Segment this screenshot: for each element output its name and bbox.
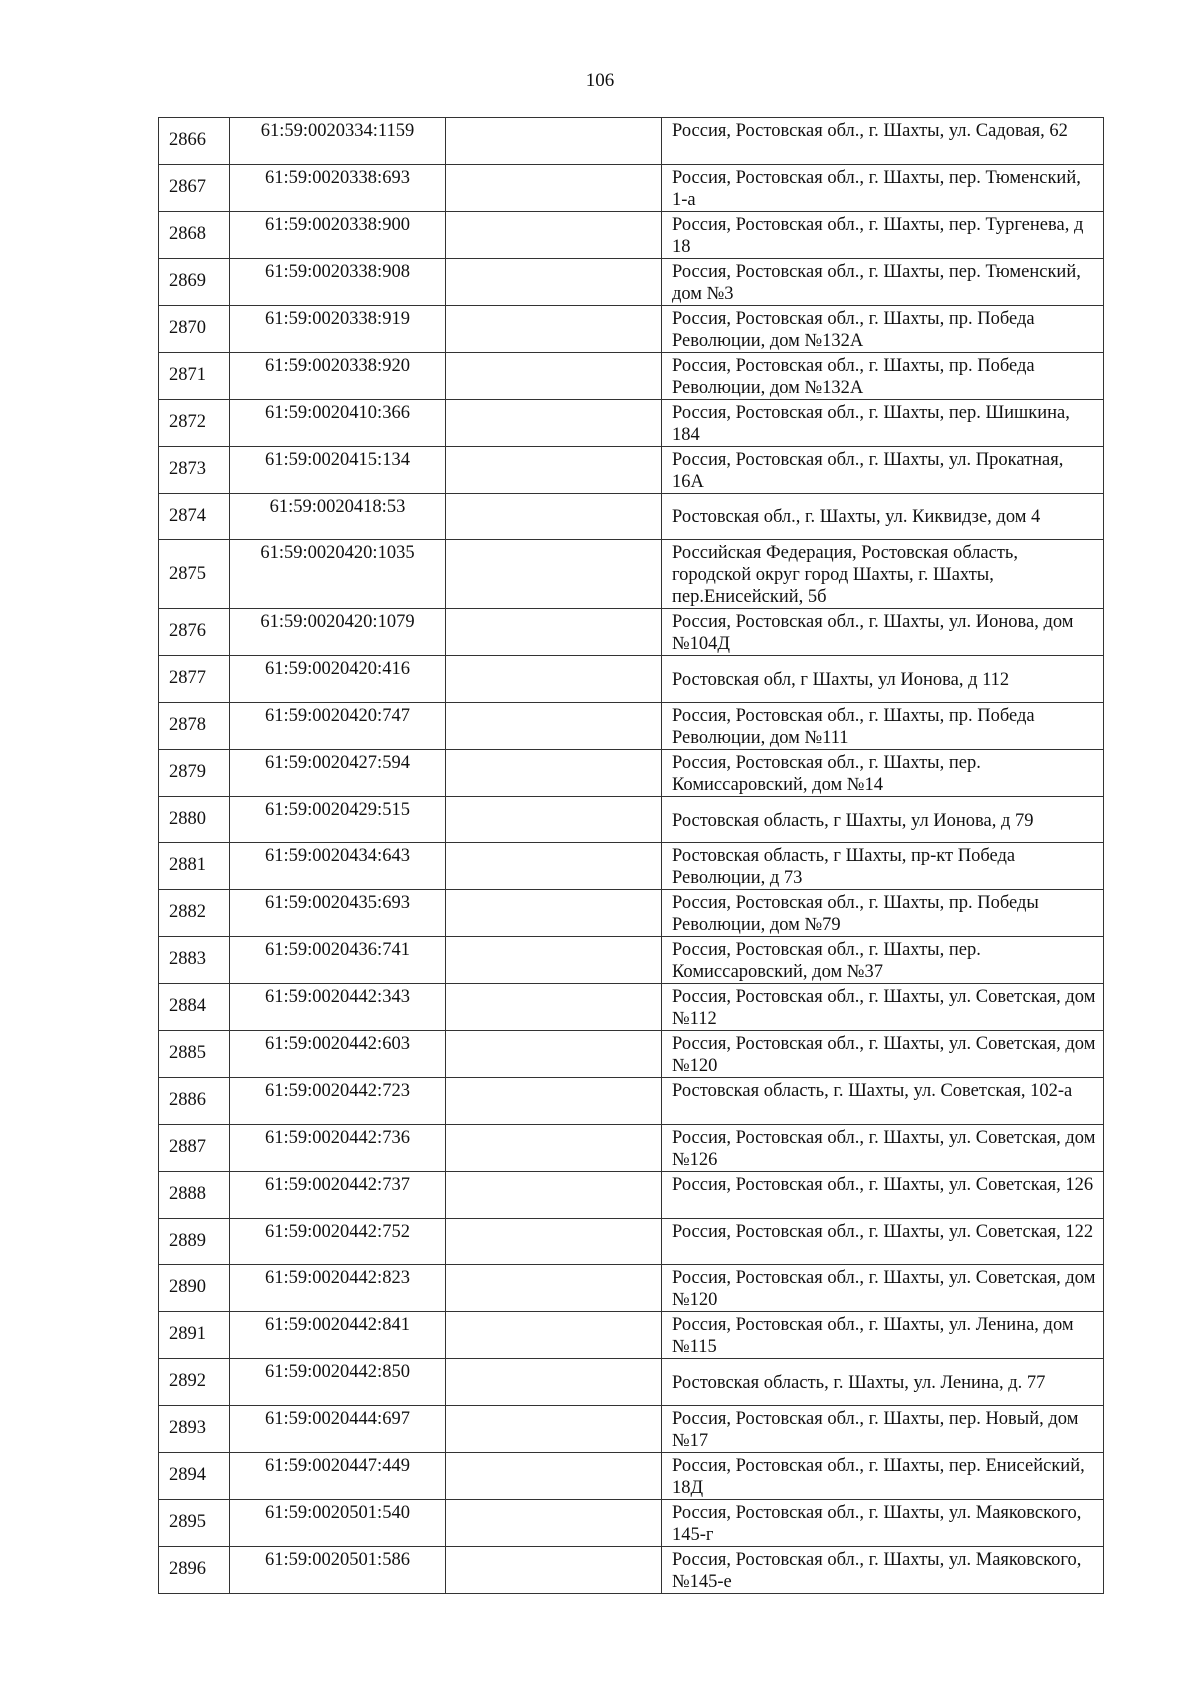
table-row <box>159 305 1104 352</box>
empty-cell <box>446 493 662 540</box>
address-cell: Россия, Ростовская обл., г. Шахты, пр. Победа Революции, дом №132А <box>662 352 1104 399</box>
row-number: 2894 <box>159 1452 230 1499</box>
empty-cell <box>446 1359 662 1406</box>
empty-cell <box>446 211 662 258</box>
empty-cell <box>446 352 662 399</box>
address-cell: Россия, Ростовская обл., г. Шахты, пер. Комиссаровский, дом №37 <box>662 937 1104 984</box>
cadastral-number: 61:59:0020442:343 <box>230 984 446 1031</box>
address-cell: Россия, Ростовская обл., г. Шахты, ул. Садовая, 62 <box>662 118 1104 165</box>
row-number: 2874 <box>159 493 230 540</box>
cadastral-number: 61:59:0020442:737 <box>230 1171 446 1218</box>
empty-cell <box>446 1218 662 1265</box>
empty-cell <box>446 399 662 446</box>
address-cell: Россия, Ростовская обл., г. Шахты, ул. Маяковского, №145-е <box>662 1546 1104 1593</box>
table-row <box>159 352 1104 399</box>
empty-cell <box>446 164 662 211</box>
address-cell: Россия, Ростовская обл., г. Шахты, пер. Шишкина, 184 <box>662 399 1104 446</box>
table-row <box>159 1031 1104 1078</box>
table-row <box>159 1218 1104 1265</box>
row-number: 2876 <box>159 609 230 656</box>
address-cell: Россия, Ростовская обл., г. Шахты, пр. Победы Революции, дом №79 <box>662 890 1104 937</box>
cadastral-number: 61:59:0020501:540 <box>230 1499 446 1546</box>
row-number: 2877 <box>159 656 230 703</box>
table-row <box>159 399 1104 446</box>
cadastral-number: 61:59:0020442:736 <box>230 1124 446 1171</box>
table-row <box>159 843 1104 890</box>
empty-cell <box>446 1031 662 1078</box>
address-cell: Ростовская обл., г. Шахты, ул. Киквидзе, дом 4 <box>662 493 1104 540</box>
row-number: 2887 <box>159 1124 230 1171</box>
table-row <box>159 1312 1104 1359</box>
table-row <box>159 656 1104 703</box>
table-row <box>159 1499 1104 1546</box>
table-row <box>159 890 1104 937</box>
cadastral-number: 61:59:0020420:416 <box>230 656 446 703</box>
table-row <box>159 493 1104 540</box>
address-cell: Ростовская область, г Шахты, ул Ионова, д 79 <box>662 796 1104 843</box>
address-cell: Ростовская область, г. Шахты, ул. Ленина, д. 77 <box>662 1359 1104 1406</box>
row-number: 2870 <box>159 305 230 352</box>
address-cell: Россия, Ростовская обл., г. Шахты, ул. Ленина, дом №115 <box>662 1312 1104 1359</box>
empty-cell <box>446 1405 662 1452</box>
cadastral-number: 61:59:0020427:594 <box>230 749 446 796</box>
table-row <box>159 1171 1104 1218</box>
empty-cell <box>446 258 662 305</box>
table-row <box>159 118 1104 165</box>
registry-table-body <box>159 118 1104 1594</box>
cadastral-number: 61:59:0020338:900 <box>230 211 446 258</box>
address-cell: Россия, Ростовская обл., г. Шахты, пер. Тюменский, 1-а <box>662 164 1104 211</box>
empty-cell <box>446 1124 662 1171</box>
table-row <box>159 1124 1104 1171</box>
cadastral-number: 61:59:0020338:908 <box>230 258 446 305</box>
table-row <box>159 164 1104 211</box>
address-cell: Ростовская обл, г Шахты, ул Ионова, д 112 <box>662 656 1104 703</box>
cadastral-number: 61:59:0020444:697 <box>230 1405 446 1452</box>
empty-cell <box>446 984 662 1031</box>
address-cell: Россия, Ростовская обл., г. Шахты, пр. Победа Революции, дом №111 <box>662 702 1104 749</box>
empty-cell <box>446 118 662 165</box>
cadastral-number: 61:59:0020334:1159 <box>230 118 446 165</box>
empty-cell <box>446 937 662 984</box>
table-row <box>159 211 1104 258</box>
table-row <box>159 984 1104 1031</box>
table-row <box>159 1452 1104 1499</box>
cadastral-number: 61:59:0020338:920 <box>230 352 446 399</box>
row-number: 2883 <box>159 937 230 984</box>
cadastral-number: 61:59:0020442:841 <box>230 1312 446 1359</box>
row-number: 2895 <box>159 1499 230 1546</box>
empty-cell <box>446 796 662 843</box>
table-row <box>159 540 1104 609</box>
address-cell: Россия, Ростовская обл., г. Шахты, ул. Советская, дом №112 <box>662 984 1104 1031</box>
cadastral-number: 61:59:0020338:693 <box>230 164 446 211</box>
address-cell: Россия, Ростовская обл., г. Шахты, ул. Советская, дом №126 <box>662 1124 1104 1171</box>
table-row <box>159 609 1104 656</box>
table-row <box>159 1359 1104 1406</box>
address-cell: Россия, Ростовская обл., г. Шахты, пер. Тюменский, дом №3 <box>662 258 1104 305</box>
address-cell: Россия, Ростовская обл., г. Шахты, ул. Советская, 126 <box>662 1171 1104 1218</box>
table-row <box>159 937 1104 984</box>
table-row <box>159 258 1104 305</box>
row-number: 2884 <box>159 984 230 1031</box>
empty-cell <box>446 890 662 937</box>
cadastral-number: 61:59:0020442:752 <box>230 1218 446 1265</box>
table-row <box>159 749 1104 796</box>
address-cell: Россия, Ростовская обл., г. Шахты, пр. Победа Революции, дом №132А <box>662 305 1104 352</box>
cadastral-number: 61:59:0020447:449 <box>230 1452 446 1499</box>
empty-cell <box>446 305 662 352</box>
row-number: 2869 <box>159 258 230 305</box>
empty-cell <box>446 1171 662 1218</box>
row-number: 2875 <box>159 540 230 609</box>
cadastral-number: 61:59:0020420:1035 <box>230 540 446 609</box>
empty-cell <box>446 656 662 703</box>
address-cell: Россия, Ростовская обл., г. Шахты, ул. Советская, 122 <box>662 1218 1104 1265</box>
address-cell: Россия, Ростовская обл., г. Шахты, пер. Комиссаровский, дом №14 <box>662 749 1104 796</box>
cadastral-number: 61:59:0020418:53 <box>230 493 446 540</box>
address-cell: Россия, Ростовская обл., г. Шахты, ул. Советская, дом №120 <box>662 1031 1104 1078</box>
empty-cell <box>446 1265 662 1312</box>
row-number: 2873 <box>159 446 230 493</box>
cadastral-number: 61:59:0020415:134 <box>230 446 446 493</box>
cadastral-number: 61:59:0020442:603 <box>230 1031 446 1078</box>
table-row <box>159 702 1104 749</box>
table-row <box>159 446 1104 493</box>
row-number: 2871 <box>159 352 230 399</box>
address-cell: Ростовская область, г Шахты, пр-кт Победа Революции, д 73 <box>662 843 1104 890</box>
empty-cell <box>446 540 662 609</box>
cadastral-number: 61:59:0020420:1079 <box>230 609 446 656</box>
row-number: 2890 <box>159 1265 230 1312</box>
cadastral-number: 61:59:0020434:643 <box>230 843 446 890</box>
address-cell: Россия, Ростовская обл., г. Шахты, ул. Ионова, дом №104Д <box>662 609 1104 656</box>
row-number: 2872 <box>159 399 230 446</box>
empty-cell <box>446 1452 662 1499</box>
address-cell: Российская Федерация, Ростовская область, городской округ город Шахты, г. Шахты, пер.Енисейский, 5б <box>662 540 1104 609</box>
table-row <box>159 796 1104 843</box>
row-number: 2889 <box>159 1218 230 1265</box>
row-number: 2882 <box>159 890 230 937</box>
cadastral-number: 61:59:0020501:586 <box>230 1546 446 1593</box>
table-row <box>159 1265 1104 1312</box>
cadastral-number: 61:59:0020338:919 <box>230 305 446 352</box>
cadastral-number: 61:59:0020436:741 <box>230 937 446 984</box>
address-cell: Россия, Ростовская обл., г. Шахты, ул. Прокатная, 16А <box>662 446 1104 493</box>
empty-cell <box>446 1078 662 1125</box>
cadastral-number: 61:59:0020442:823 <box>230 1265 446 1312</box>
cadastral-number: 61:59:0020435:693 <box>230 890 446 937</box>
address-cell: Россия, Ростовская обл., г. Шахты, ул. Советская, дом №120 <box>662 1265 1104 1312</box>
row-number: 2878 <box>159 702 230 749</box>
registry-table <box>158 117 1104 1594</box>
empty-cell <box>446 1546 662 1593</box>
table-row <box>159 1405 1104 1452</box>
empty-cell <box>446 843 662 890</box>
row-number: 2881 <box>159 843 230 890</box>
address-cell: Россия, Ростовская обл., г. Шахты, ул. Маяковского, 145-г <box>662 1499 1104 1546</box>
row-number: 2896 <box>159 1546 230 1593</box>
cadastral-number: 61:59:0020420:747 <box>230 702 446 749</box>
row-number: 2866 <box>159 118 230 165</box>
cadastral-number: 61:59:0020429:515 <box>230 796 446 843</box>
row-number: 2893 <box>159 1405 230 1452</box>
row-number: 2879 <box>159 749 230 796</box>
cadastral-number: 61:59:0020442:723 <box>230 1078 446 1125</box>
empty-cell <box>446 1499 662 1546</box>
page-number: 106 <box>585 70 615 91</box>
empty-cell <box>446 702 662 749</box>
empty-cell <box>446 609 662 656</box>
row-number: 2868 <box>159 211 230 258</box>
row-number: 2867 <box>159 164 230 211</box>
empty-cell <box>446 749 662 796</box>
address-cell: Ростовская область, г. Шахты, ул. Советская, 102-а <box>662 1078 1104 1125</box>
address-cell: Россия, Ростовская обл., г. Шахты, пер. Енисейский, 18Д <box>662 1452 1104 1499</box>
row-number: 2885 <box>159 1031 230 1078</box>
cadastral-number: 61:59:0020442:850 <box>230 1359 446 1406</box>
row-number: 2880 <box>159 796 230 843</box>
address-cell: Россия, Ростовская обл., г. Шахты, пер. Новый, дом №17 <box>662 1405 1104 1452</box>
row-number: 2886 <box>159 1078 230 1125</box>
address-cell: Россия, Ростовская обл., г. Шахты, пер. Тургенева, д 18 <box>662 211 1104 258</box>
row-number: 2888 <box>159 1171 230 1218</box>
cadastral-number: 61:59:0020410:366 <box>230 399 446 446</box>
table-row <box>159 1078 1104 1125</box>
row-number: 2892 <box>159 1359 230 1406</box>
table-row <box>159 1546 1104 1593</box>
row-number: 2891 <box>159 1312 230 1359</box>
empty-cell <box>446 1312 662 1359</box>
empty-cell <box>446 446 662 493</box>
